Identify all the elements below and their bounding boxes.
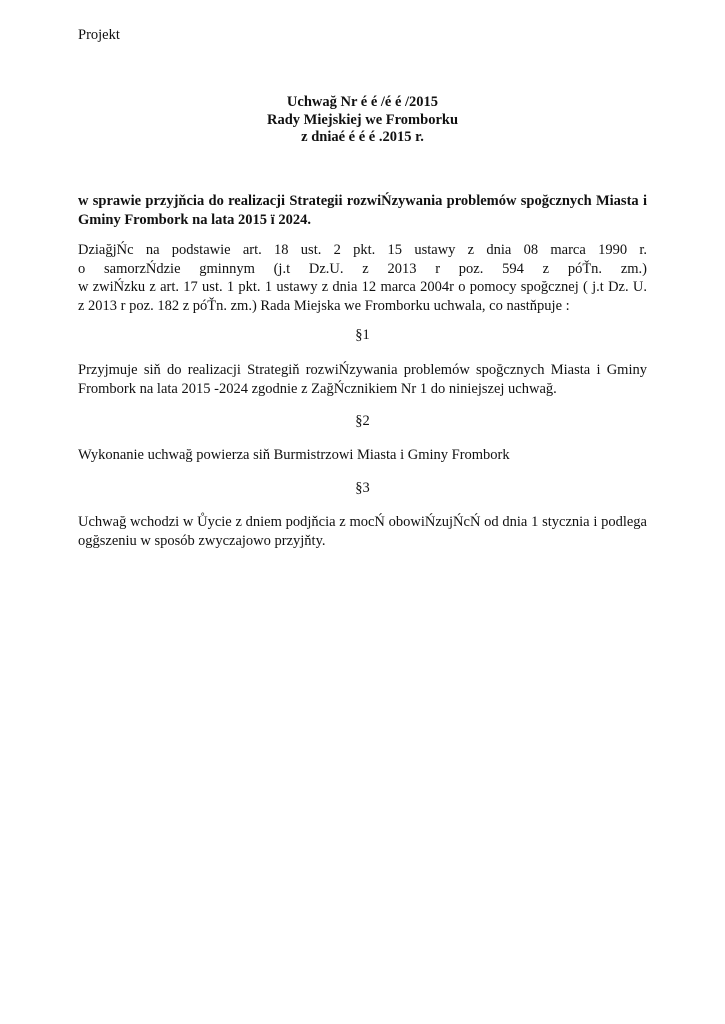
section-2-line: Wykonanie uchwağ powierza siň Burmistrzowi Miasta i Gminy Frombork xyxy=(78,447,510,463)
preamble-line: o samorzŃdzie gminnym (j.t Dz.U. z 2013 r poz. 594 z póŤn. zm.) xyxy=(78,260,647,277)
title-date-line: z dniaé é é é .2015 r. xyxy=(301,129,424,145)
preamble-line: DziağjŃc na podstawie art. 18 ust. 2 pkt. 15 ustawy z dnia 08 marca 1990 r. xyxy=(78,242,647,258)
resolution-subject xyxy=(78,192,647,229)
section-1-paragraph xyxy=(78,361,647,398)
title-number-line: Uchwağ Nr é é /é é /2015 xyxy=(286,94,439,110)
section-mark-1: §1 xyxy=(355,327,370,343)
preamble-line: w zwiŃzku z art. 17 ust. 1 pkt. 1 ustawy z dnia 12 marca 2004r o pomocy spoğcznej ( j.t Dz. U. xyxy=(78,279,647,295)
section-1-line: Przyjmuje siň do realizacji Strategiň rozwiŃzywania problemów spoğcznych Miasta i Gminy xyxy=(78,362,647,378)
preamble-paragraph xyxy=(78,241,647,315)
section-mark-3: §3 xyxy=(355,480,370,496)
section-2-paragraph xyxy=(78,446,647,465)
subject-line: w sprawie przyjňcia do realizacji Strategii rozwiŃzywania problemów spoğcznych Miasta i xyxy=(78,193,647,209)
subject-line: Gminy Frombork na lata 2015 ï 2024. xyxy=(78,211,311,228)
section-3-line: ogğszeniu w sposób zwyczajowo przyjňty. xyxy=(78,532,326,549)
resolution-title xyxy=(0,94,725,147)
project-label: Projekt xyxy=(78,27,120,43)
section-1-line: Frombork na lata 2015 -2024 zgodnie z ZağŃcznikiem Nr 1 do niniejszej uchwağ. xyxy=(78,380,557,397)
section-mark-2: §2 xyxy=(355,413,370,429)
title-council-line: Rady Miejskiej we Fromborku xyxy=(266,111,459,128)
section-3-paragraph xyxy=(78,513,647,550)
section-3-line: Uchwağ wchodzi w Ůycie z dniem podjňcia z mocŃ obowiŃzujŃcŃ od dnia 1 stycznia i podlega xyxy=(78,514,647,530)
preamble-line: z 2013 r poz. 182 z póŤn. zm.) Rada Miejska we Fromborku uchwala, co nastňpuje : xyxy=(78,297,570,314)
